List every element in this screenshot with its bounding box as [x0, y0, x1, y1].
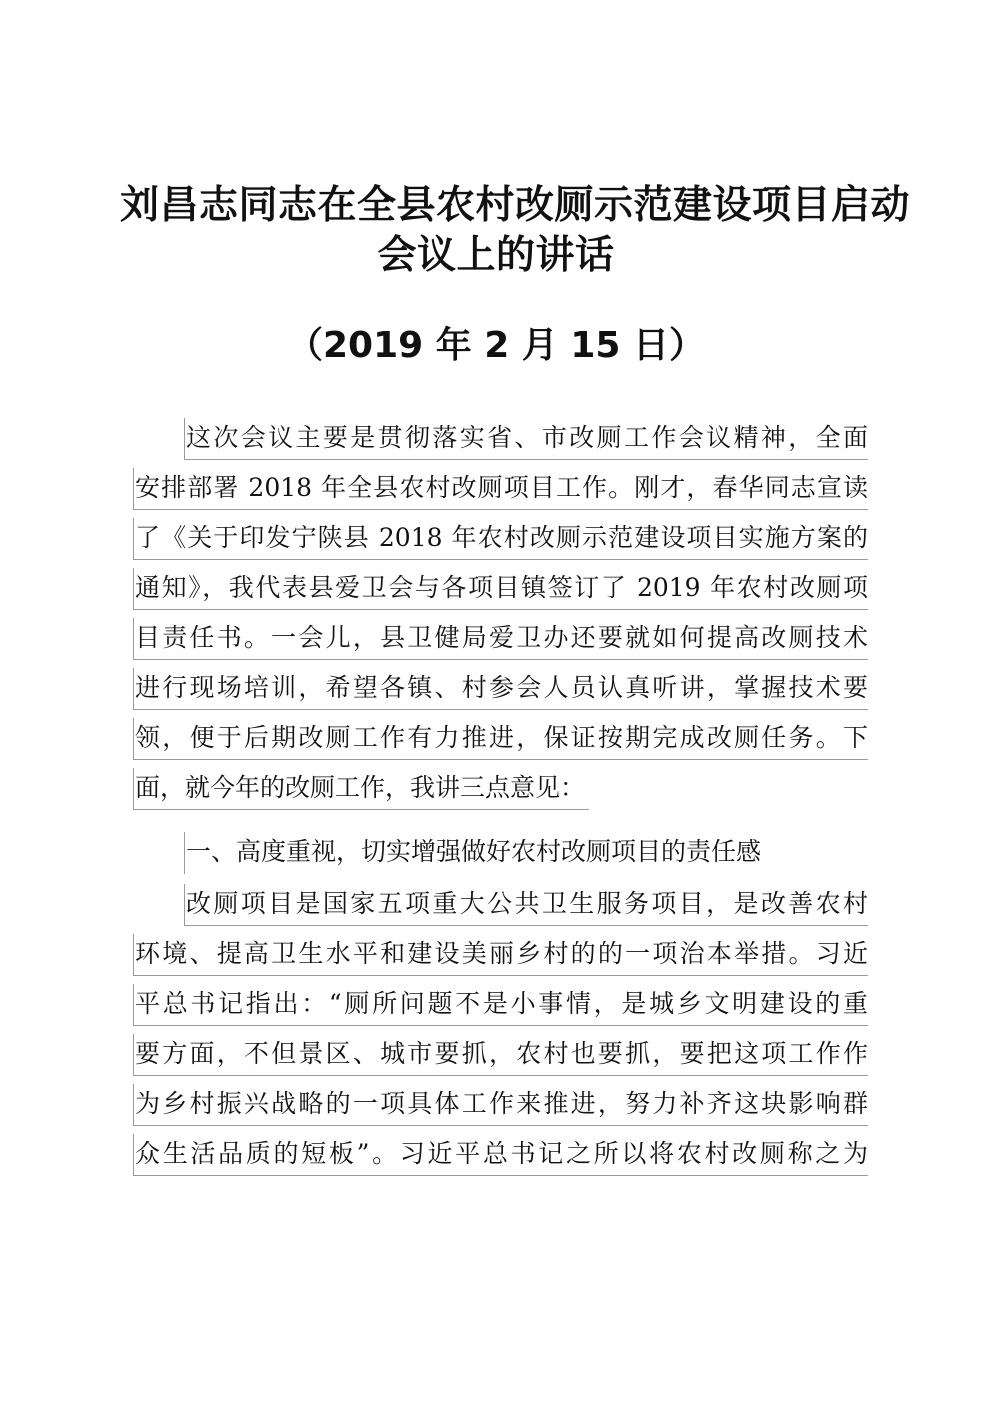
paragraph-line: 领，便于后期改厕工作有力推进，保证按期完成改厕任务。下	[133, 718, 868, 760]
paragraph-line: 平总书记指出：“厕所问题不是小事情，是城乡文明建设的重	[133, 984, 868, 1026]
paragraph-line: 进行现场培训，希望各镇、村参会人员认真听讲，掌握技术要	[133, 668, 868, 710]
paragraph-line: 了《关于印发宁陕县 2018 年农村改厕示范建设项目实施方案的	[133, 518, 868, 560]
paragraph-line: 环境、提高卫生水平和建设美丽乡村的的一项治本举措。习近	[133, 934, 868, 976]
paragraph-line: 面，就今年的改厕工作，我讲三点意见：	[133, 768, 589, 810]
paragraph-line: 要方面，不但景区、城市要抓，农村也要抓，要把这项工作作	[133, 1034, 868, 1076]
paragraph-line: 目责任书。一会儿，县卫健局爱卫办还要就如何提高改厕技术	[133, 618, 868, 660]
paragraph-line: 安排部署 2018 年全县农村改厕项目工作。刚才，春华同志宣读	[133, 468, 868, 510]
document-title-line-2: 会议上的讲话	[377, 233, 615, 278]
speech-date: （2019 年 2 月 15 日）	[286, 325, 705, 366]
paragraph-line: 改厕项目是国家五项重大公共卫生服务项目，是改善农村	[184, 884, 868, 926]
paragraph-line: 这次会议主要是贯彻落实省、市改厕工作会议精神，全面	[184, 418, 868, 460]
section-heading: 一、高度重视，切实增强做好农村改厕项目的责任感	[184, 832, 765, 874]
document-title-line-1: 刘昌志同志在全县农村改厕示范建设项目启动	[120, 183, 911, 228]
paragraph-line: 为乡村振兴战略的一项具体工作来推进，努力补齐这块影响群	[133, 1084, 868, 1126]
paragraph-line: 众生活品质的短板”。习近平总书记之所以将农村改厕称之为	[133, 1134, 868, 1176]
paragraph-line: 通知》，我代表县爱卫会与各项目镇签订了 2019 年农村改厕项	[133, 568, 868, 610]
